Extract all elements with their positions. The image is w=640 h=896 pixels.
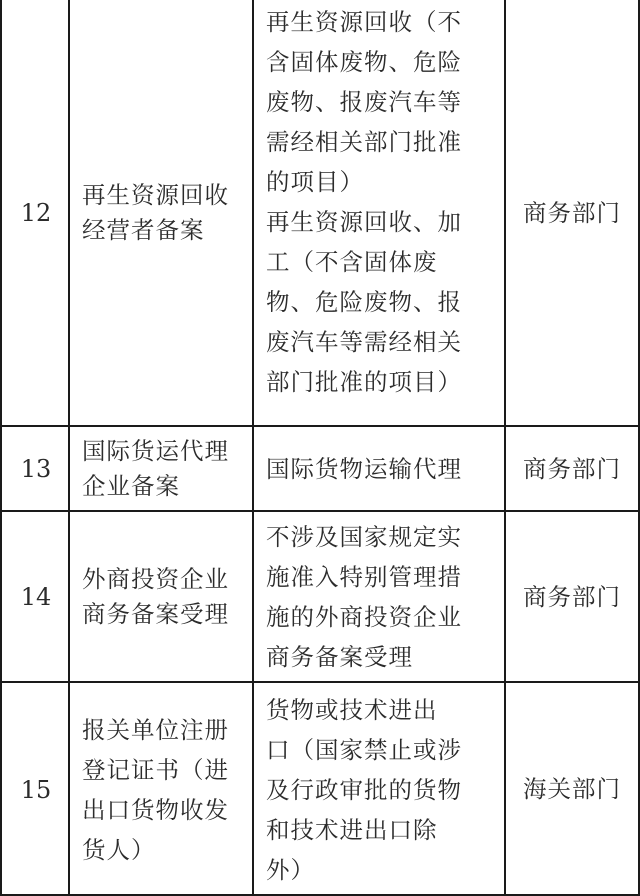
department-cell xyxy=(504,0,640,426)
row-number-cell xyxy=(0,427,70,511)
department-name: 海关部门 xyxy=(523,775,621,803)
scope-cell xyxy=(252,683,506,896)
item-cell xyxy=(68,427,254,511)
row-number: 14 xyxy=(20,583,52,611)
department-cell xyxy=(504,512,640,682)
department-name: 商务部门 xyxy=(523,582,621,611)
row-number: 15 xyxy=(20,775,52,804)
business-scope: 不涉及国家规定实 施准入特别管理措 施的外商投资企业 商务备案受理 xyxy=(266,523,462,671)
item-name: 国际货运代理 企业备案 xyxy=(82,437,229,500)
department-name: 商务部门 xyxy=(523,198,621,227)
business-scope: 再生资源回收（不 含固体废物、危险 废物、报废汽车等 需经相关部门批准 的项目） 再生资源回收、加 工（不含固体废 物、危险废物、报 废汽车等需经相关 部门批准的项目） xyxy=(266,8,462,396)
item-name: 再生资源回收 经营者备案 xyxy=(82,181,229,244)
department-cell xyxy=(504,427,640,511)
table-row xyxy=(0,0,640,426)
row-number: 12 xyxy=(20,199,52,227)
row-number-cell xyxy=(0,0,70,426)
row-number-cell xyxy=(0,683,70,896)
table-row xyxy=(0,683,640,896)
item-name: 报关单位注册 登记证书（进 出口货物收发 货人） xyxy=(82,715,229,864)
scope-cell xyxy=(252,427,506,511)
item-cell xyxy=(68,512,254,682)
department-name: 商务部门 xyxy=(523,454,621,483)
table-row xyxy=(0,427,640,511)
table-row xyxy=(0,512,640,682)
scope-cell xyxy=(252,512,506,682)
row-number-cell xyxy=(0,512,70,682)
item-name: 外商投资企业 商务备案受理 xyxy=(82,565,229,628)
item-cell xyxy=(68,683,254,896)
item-cell xyxy=(68,0,254,426)
row-number: 13 xyxy=(20,455,52,483)
business-scope: 国际货物运输代理 xyxy=(266,454,462,483)
scope-cell xyxy=(252,0,506,426)
business-scope: 货物或技术进出 口（国家禁止或涉 及行政审批的货物 和技术进出口除 外） xyxy=(266,695,462,884)
department-cell xyxy=(504,683,640,896)
